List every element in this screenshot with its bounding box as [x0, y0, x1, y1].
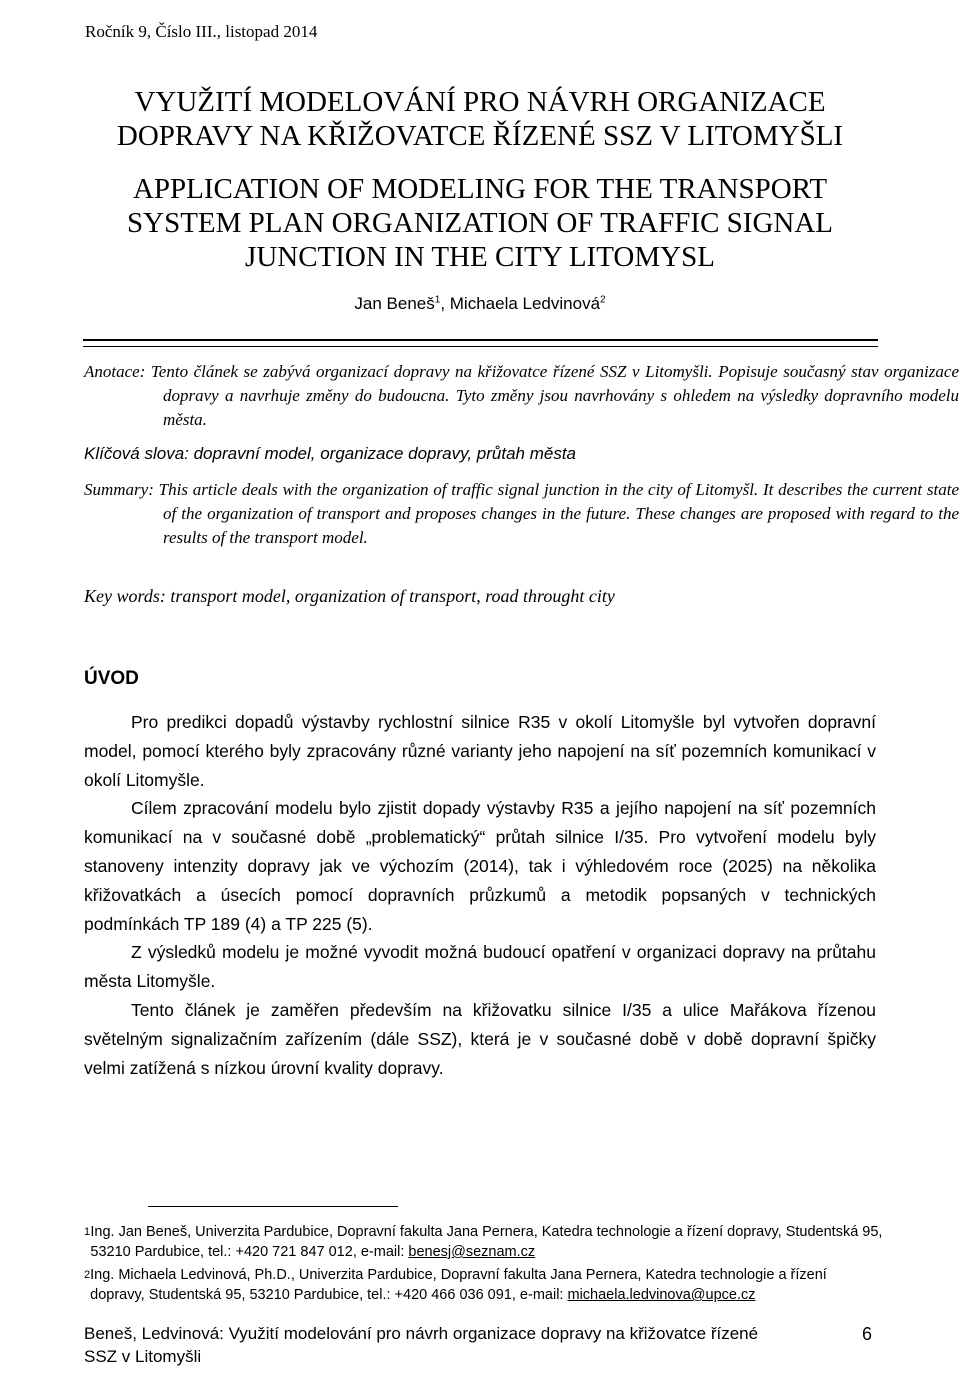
paragraph-3: Z výsledků modelu je možné vyvodit možná budoucí opatření v organizaci dopravy na průtahu města Litomyšle. [84, 942, 876, 992]
author-2: Michaela Ledvinová [449, 294, 601, 313]
authors [0, 294, 960, 314]
paragraph-2: Cílem zpracování modelu bylo zjistit dopady výstavby R35 a jejího napojení na síť pozemních komunikací na v současné době „problematický“ průtah silnice I/35. Pro vytvoření modelu byly stanoveny intenzity dopravy jak ve výchozím (2014), tak i výhledovém roce (2025) na několika křižovatkách a úsecích pomocí dopravních průzkumů a metodik popsaných v technických podmínkách TP 189 (4) a TP 225 (5). [84, 798, 876, 934]
title-english-line-1: APPLICATION OF MODELING FOR THE TRANSPORT [132, 173, 828, 205]
author-1: Jan Beneš [354, 294, 435, 313]
footnote-2-email-link[interactable]: michaela.ledvinova@upce.cz [567, 1287, 756, 1303]
issue-header: Ročník 9, Číslo III., listopad 2014 [85, 22, 318, 41]
double-rule-divider [83, 339, 878, 347]
authors-separator: , [440, 294, 450, 313]
title-czech-line-1: VYUŽITÍ MODELOVÁNÍ PRO NÁVRH ORGANIZACE [134, 86, 826, 118]
footnote-2-number: 2 [84, 1269, 91, 1281]
footnote-separator [148, 1206, 398, 1207]
footnote-2-text: Ing. Michaela Ledvinová, Ph.D., Univerzita Pardubice, Dopravní fakulta Jana Pernera, Katedra technologie a řízení dopravy, Studentská 95, 53210 Pardubice, tel.: +420 466 036 091, e-mail: [90, 1267, 827, 1303]
running-footer [84, 1322, 884, 1368]
abstract-english: Summary: This article deals with the organization of traffic signal junction in the city of Litomyšl. It describes the current state of the organization of transport and proposes changes in the future. These changes are proposed with regard to the results of the transport model. [84, 480, 959, 547]
author-2-footnote-mark: 2 [600, 294, 606, 306]
page-number: 6 [862, 1324, 873, 1344]
title-english [80, 172, 880, 274]
paragraph-4: Tento článek je zaměřen především na křižovatku silnice I/35 a ulice Mařákova řízenou světelným signalizačním zařízením (dále SSZ), která je v současné době v době dopravní špičky velmi zatížená s nízkou úrovní kvality dopravy. [84, 999, 876, 1078]
footnote-2-body [90, 1265, 884, 1305]
title-czech [80, 85, 880, 153]
title-czech-line-2: DOPRAVY NA KŘIŽOVATCE ŘÍZENÉ SSZ V LITOMYŠLI [116, 120, 844, 152]
keywords-english: Key words: transport model, organization of transport, road throught city [84, 586, 615, 606]
paragraph-1: Pro predikci dopadů výstavby rychlostní silnice R35 v okolí Litomyšle byl vytvořen dopravní model, pomocí kterého byly zpracovány různé varianty jeho napojení na síť pozemních komunikací v okolí Litomyšle. [84, 712, 876, 790]
title-english-line-3: JUNCTION IN THE CITY LITOMYSL [245, 241, 715, 273]
footnote-1-email-link[interactable]: benesj@seznam.cz [408, 1244, 536, 1260]
footnote-1-number: 1 [84, 1226, 91, 1238]
title-english-line-2: SYSTEM PLAN ORGANIZATION OF TRAFFIC SIGNAL [127, 207, 833, 239]
author-1-footnote-mark: 1 [434, 294, 441, 306]
running-title-line-2: SSZ v Litomyšli [84, 1347, 202, 1366]
footnotes [84, 1222, 884, 1308]
section-heading: ÚVOD [84, 668, 139, 689]
footnote-2 [84, 1265, 884, 1305]
footnote-1-text: Ing. Jan Beneš, Univerzita Pardubice, Dopravní fakulta Jana Pernera, Katedra technologie a řízení dopravy, Studentská 95, 53210 Pardubice, tel.: +420 721 847 012, e-mail: [90, 1224, 883, 1260]
abstract-czech: Anotace: Tento článek se zabývá organizací dopravy na křižovatce řízené SSZ v Litomyšli. Popisuje současný stav organizace dopravy a navrhuje změny do budoucna. Tyto změny jsou navrhovány s ohledem na výsledky dopravního modelu města. [84, 362, 959, 429]
running-title-line-1: Beneš, Ledvinová: Využití modelování pro návrh organizace dopravy na křižovatce řízené [84, 1324, 759, 1343]
keywords-czech: Klíčová slova: dopravní model, organizace dopravy, průtah města [84, 444, 577, 463]
footnote-1 [84, 1222, 884, 1262]
section-body [84, 708, 876, 1082]
footnote-1-body [90, 1222, 884, 1262]
